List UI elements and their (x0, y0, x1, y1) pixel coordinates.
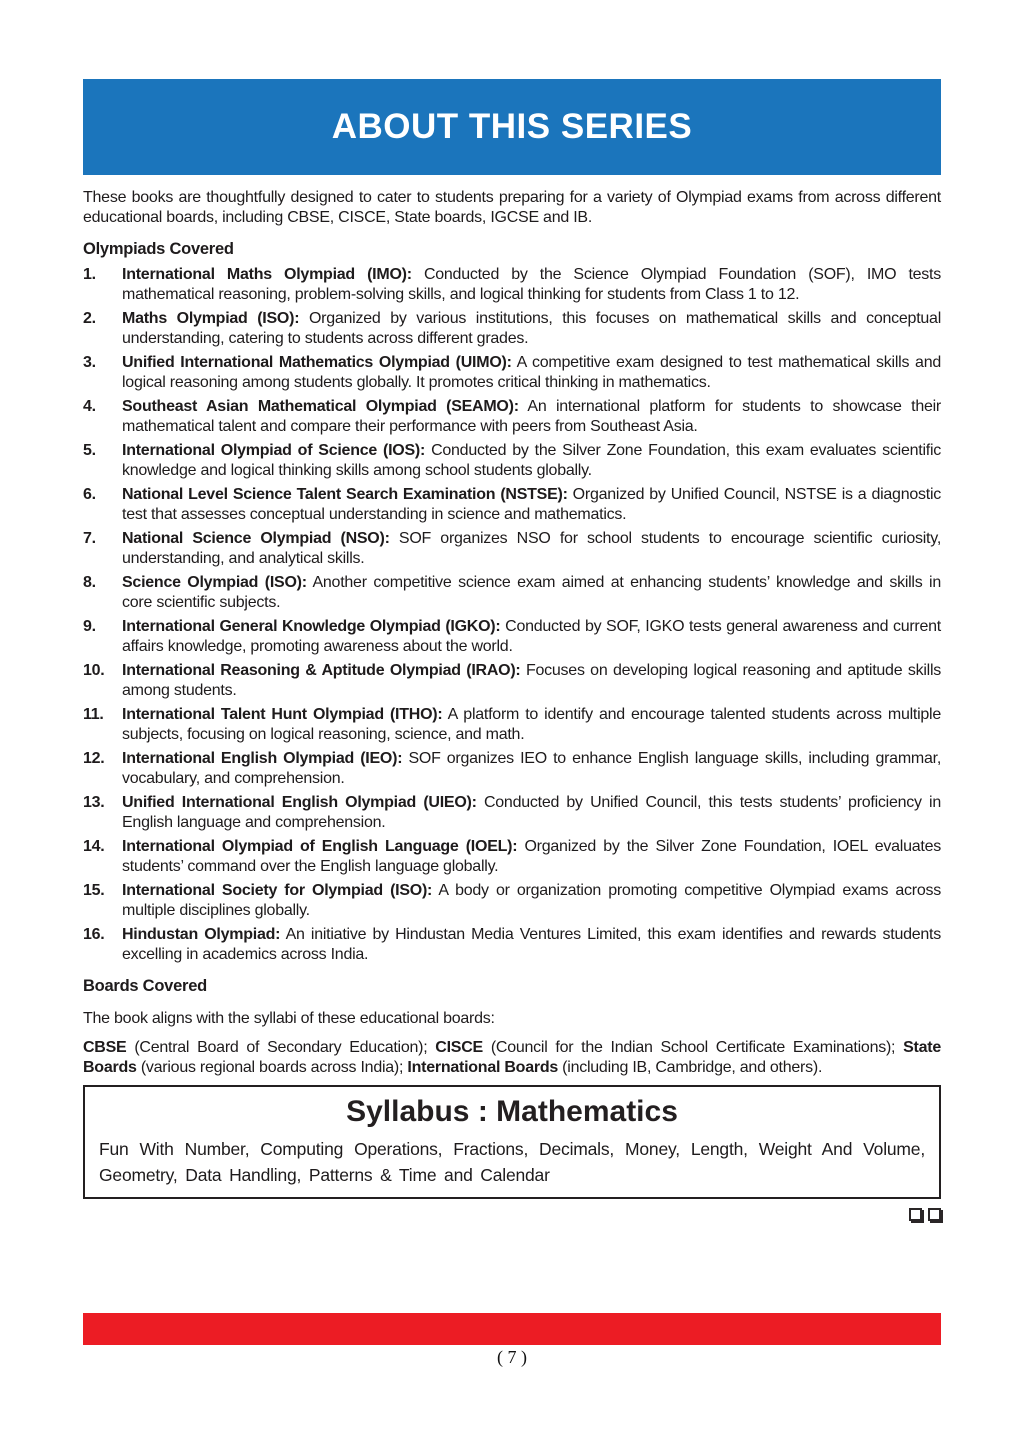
item-text (122, 397, 941, 437)
item-number: 1. (83, 266, 96, 283)
item-text (122, 265, 941, 305)
list-item (83, 309, 941, 349)
item-description: SOF organizes IEO to enhance English language skills, including grammar, vocabulary, and comprehension. (122, 750, 942, 787)
item-number: 11. (83, 706, 104, 723)
item-number: 6. (83, 486, 96, 503)
item-title: Southeast Asian Mathematical Olympiad (SEAMO): (122, 398, 519, 415)
list-item (83, 573, 941, 613)
list-item (83, 881, 941, 921)
item-description: Organized by various institutions, this focuses on mathematical skills and conceptual understanding, catering to students across different grades. (122, 310, 941, 347)
footer-red-bar (83, 1313, 941, 1345)
item-description: Organized by Unified Council, NSTSE is a diagnostic test that assesses conceptual understanding in science and mathematics. (122, 486, 941, 523)
list-item (83, 793, 941, 833)
end-of-section-marks (83, 1208, 941, 1224)
list-item (83, 397, 941, 437)
item-description: Conducted by SOF, IGKO tests general awareness and current affairs knowledge, promoting awareness about the world. (122, 618, 941, 655)
syllabus-box (83, 1085, 941, 1199)
item-number: 15. (83, 882, 105, 899)
list-item (83, 661, 941, 701)
list-item (83, 749, 941, 789)
intro-paragraph: These books are thoughtfully designed to cater to students preparing for a variety of Olympiad exams from across different educational boards, including CBSE, CISCE, State boards, IGCSE and IB. (83, 189, 941, 226)
banner (83, 79, 941, 175)
list-item (83, 353, 941, 393)
olympiads-list (83, 265, 941, 965)
item-title: Unified International English Olympiad (UIEO): (122, 794, 477, 811)
item-number: 4. (83, 398, 96, 415)
page-number: ( 7 ) (497, 1347, 527, 1367)
list-item (83, 837, 941, 877)
item-title: International Society for Olympiad (ISO): (122, 882, 433, 899)
item-number: 16. (83, 926, 105, 943)
item-description: Conducted by the Science Olympiad Foundation (SOF), IMO tests mathematical reasoning, problem-solving skills, and logical thinking for students from Class 1 to 12. (122, 266, 941, 303)
item-title: National Science Olympiad (NSO): (122, 530, 390, 547)
list-item (83, 265, 941, 305)
item-title: National Level Science Talent Search Examination (NSTSE): (122, 486, 568, 503)
item-description: A platform to identify and encourage talented students across multiple subjects, focusing on logical reasoning, science, and math. (122, 706, 941, 743)
item-text (122, 705, 941, 745)
item-description: Conducted by Unified Council, this tests students’ proficiency in English language and comprehension. (122, 794, 942, 831)
item-number: 7. (83, 530, 96, 547)
item-title: International General Knowledge Olympiad (IGKO): (122, 618, 501, 635)
boards-intro: The book aligns with the syllabi of these educational boards: (83, 1010, 495, 1027)
item-text (122, 485, 941, 525)
list-item (83, 617, 941, 657)
item-text (122, 441, 941, 481)
item-number: 14. (83, 838, 105, 855)
item-description: An international platform for students to showcase their mathematical talent and compare their performance with peers from Southeast Asia. (122, 398, 942, 435)
item-number: 12. (83, 750, 105, 767)
item-number: 10. (83, 662, 105, 679)
item-text (122, 661, 941, 701)
item-title: International Talent Hunt Olympiad (ITHO): (122, 706, 443, 723)
item-text (122, 793, 941, 833)
olympiads-heading: Olympiads Covered (83, 240, 234, 258)
item-number: 2. (83, 310, 96, 327)
item-text (122, 837, 941, 877)
board-detail: (various regional boards across India); (136, 1059, 408, 1076)
list-item (83, 485, 941, 525)
item-number: 3. (83, 354, 96, 371)
list-item (83, 705, 941, 745)
boards-description (83, 1038, 941, 1078)
item-text (122, 749, 941, 789)
item-text (122, 573, 941, 613)
syllabus-topics: Fun With Number, Computing Operations, Fractions, Decimals, Money, Length, Weight And Volume, Geometry, Data Handling, Patterns & Time and Calendar (99, 1139, 925, 1185)
item-text (122, 925, 941, 965)
item-title: Science Olympiad (ISO): (122, 574, 307, 591)
item-title: International Maths Olympiad (IMO): (122, 266, 412, 283)
item-text (122, 529, 941, 569)
boards-heading: Boards Covered (83, 977, 207, 995)
item-text (122, 617, 941, 657)
item-title: Unified International Mathematics Olympiad (UIMO): (122, 354, 512, 371)
syllabus-title: Syllabus : Mathematics (346, 1095, 678, 1128)
double-square-icon (909, 1208, 922, 1221)
item-description: A competitive exam designed to test mathematical skills and logical reasoning among students globally. It promotes critical thinking in mathematics. (122, 354, 942, 391)
list-item (83, 925, 941, 965)
item-number: 8. (83, 574, 96, 591)
board-detail: (including IB, Cambridge, and others). (557, 1059, 823, 1076)
item-title: International Olympiad of Science (IOS): (122, 442, 426, 459)
page-title: ABOUT THIS SERIES (331, 107, 693, 146)
item-title: Hindustan Olympiad: (122, 926, 281, 943)
item-description: Focuses on developing logical reasoning and aptitude skills among students. (122, 662, 942, 699)
item-number: 5. (83, 442, 96, 459)
list-item (83, 529, 941, 569)
item-title: Maths Olympiad (ISO): (122, 310, 300, 327)
item-title: International English Olympiad (IEO): (122, 750, 403, 767)
item-text (122, 353, 941, 393)
item-description: An initiative by Hindustan Media Ventures Limited, this exam identifies and rewards students excelling in academics across India. (122, 926, 941, 963)
board-detail: (Central Board of Secondary Education); (126, 1039, 436, 1056)
board-name: CISCE (435, 1039, 483, 1056)
double-square-icon (928, 1208, 941, 1221)
board-name: CBSE (83, 1039, 127, 1056)
board-name: International Boards (407, 1059, 558, 1076)
item-description: SOF organizes NSO for school students to encourage scientific curiosity, understanding, and analytical skills. (122, 530, 942, 567)
list-item (83, 441, 941, 481)
item-number: 13. (83, 794, 105, 811)
item-title: International Reasoning & Aptitude Olympiad (IRAO): (122, 662, 521, 679)
item-text (122, 309, 941, 349)
board-detail: (Council for the Indian School Certificate Examinations); (482, 1039, 904, 1056)
item-description: Conducted by the Silver Zone Foundation, this exam evaluates scientific knowledge and logical thinking skills among school students globally. (122, 442, 942, 479)
board-name: State Boards (83, 1039, 941, 1076)
page-content (83, 79, 941, 1224)
item-description: Another competitive science exam aimed at enhancing students’ knowledge and skills in core scientific subjects. (122, 574, 941, 611)
item-text (122, 881, 941, 921)
item-description: Organized by the Silver Zone Foundation, IOEL evaluates students’ command over the English language globally. (122, 838, 942, 875)
item-number: 9. (83, 618, 96, 635)
item-description: A body or organization promoting competitive Olympiad exams across multiple disciplines globally. (122, 882, 942, 919)
item-title: International Olympiad of English Language (IOEL): (122, 838, 518, 855)
